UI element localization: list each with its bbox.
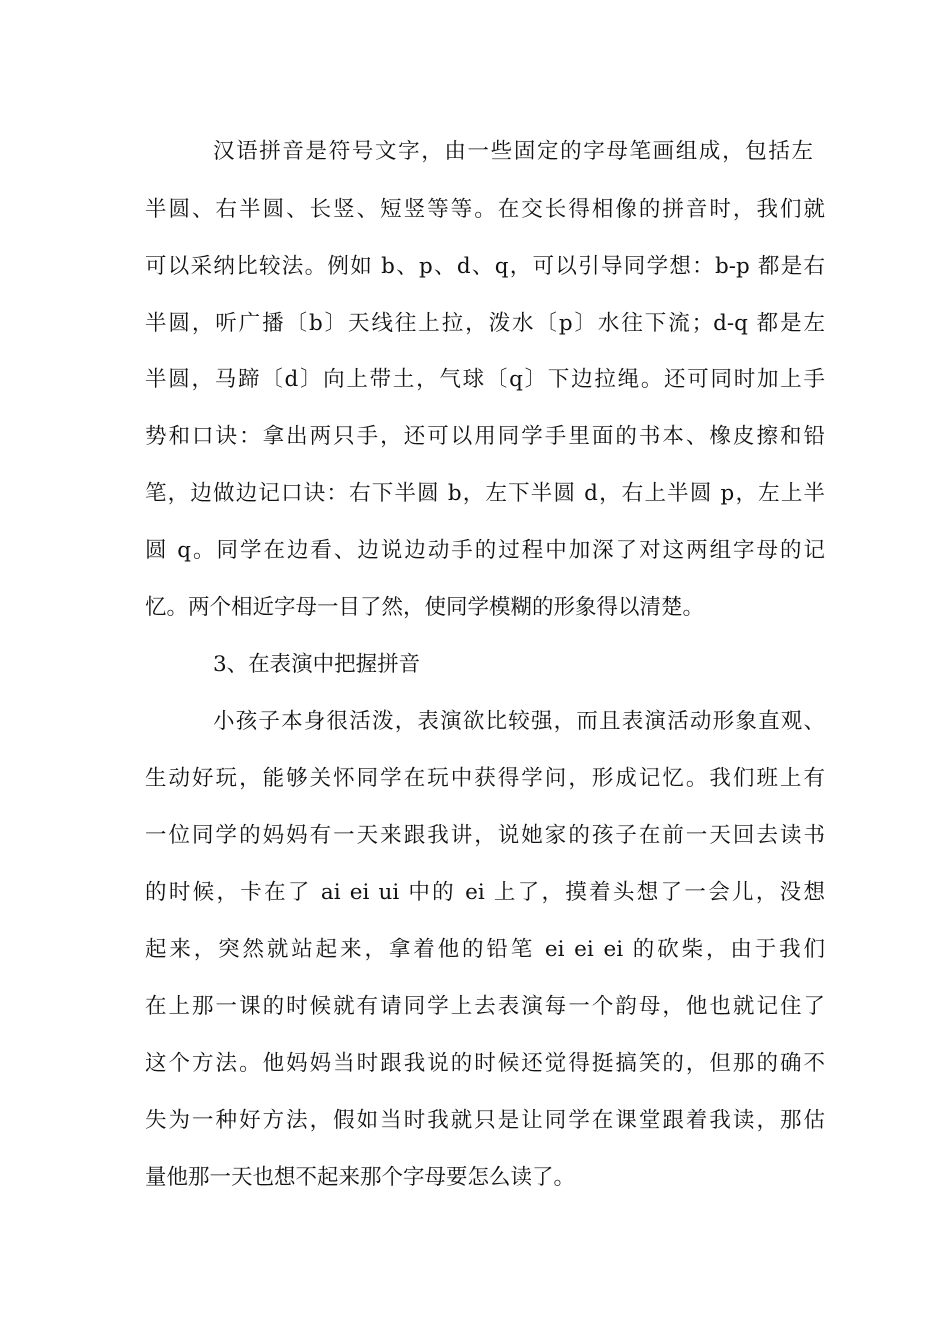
paragraph-2-line-6: 在上那一课的时候就有请同学上去表演每一个韵母，他也就记住了	[145, 994, 825, 1019]
paragraph-1-line-9: 忆。两个相近字母一目了然，使同学模糊的形象得以清楚。	[145, 595, 705, 620]
paragraph-2-line-3: 一位同学的妈妈有一天来跟我讲，说她家的孩子在前一天回去读书	[145, 823, 825, 848]
paragraph-1-line-2: 半圆、右半圆、长竖、短竖等等。在交长得相像的拼音时，我们就	[145, 197, 825, 222]
paragraph-1-line-8: 圆 q。同学在边看、边说边动手的过程中加深了对这两组字母的记	[145, 538, 825, 563]
paragraph-2-line-1: 小孩子本身很活泼，表演欲比较强，而且表演活动形象直观、	[213, 709, 825, 734]
paragraph-1-line-1: 汉语拼音是符号文字，由一些固定的字母笔画组成，包括左	[213, 139, 813, 164]
section-heading: 3、在表演中把握拼音	[213, 652, 421, 677]
paragraph-2-line-8: 失为一种好方法，假如当时我就只是让同学在课堂跟着我读，那估	[145, 1108, 825, 1133]
paragraph-1-line-4: 半圆，听广播〔b〕天线往上拉，泼水〔p〕水往下流；d-q 都是左	[145, 311, 825, 336]
paragraph-2-line-7: 这个方法。他妈妈当时跟我说的时候还觉得挺搞笑的，但那的确不	[145, 1051, 825, 1076]
paragraph-1-line-7: 笔，边做边记口诀：右下半圆 b，左下半圆 d，右上半圆 p，左上半	[145, 481, 825, 506]
paragraph-1-line-3: 可以采纳比较法。例如 b、p、d、q，可以引导同学想：b-p 都是右	[145, 254, 825, 279]
paragraph-1-line-5: 半圆，马蹄〔d〕向上带土，气球〔q〕下边拉绳。还可同时加上手	[145, 367, 825, 392]
paragraph-2-line-5: 起来，突然就站起来，拿着他的铅笔 ei ei ei 的砍柴，由于我们	[145, 937, 825, 962]
paragraph-2-line-9: 量他那一天也想不起来那个字母要怎么读了。	[145, 1165, 576, 1190]
paragraph-1-line-6: 势和口诀：拿出两只手，还可以用同学手里面的书本、橡皮擦和铅	[145, 424, 825, 449]
paragraph-2-line-4: 的时候，卡在了 ai ei ui 中的 ei 上了，摸着头想了一会儿，没想	[145, 880, 825, 905]
paragraph-2-line-2: 生动好玩，能够关怀同学在玩中获得学问，形成记忆。我们班上有	[145, 766, 825, 791]
